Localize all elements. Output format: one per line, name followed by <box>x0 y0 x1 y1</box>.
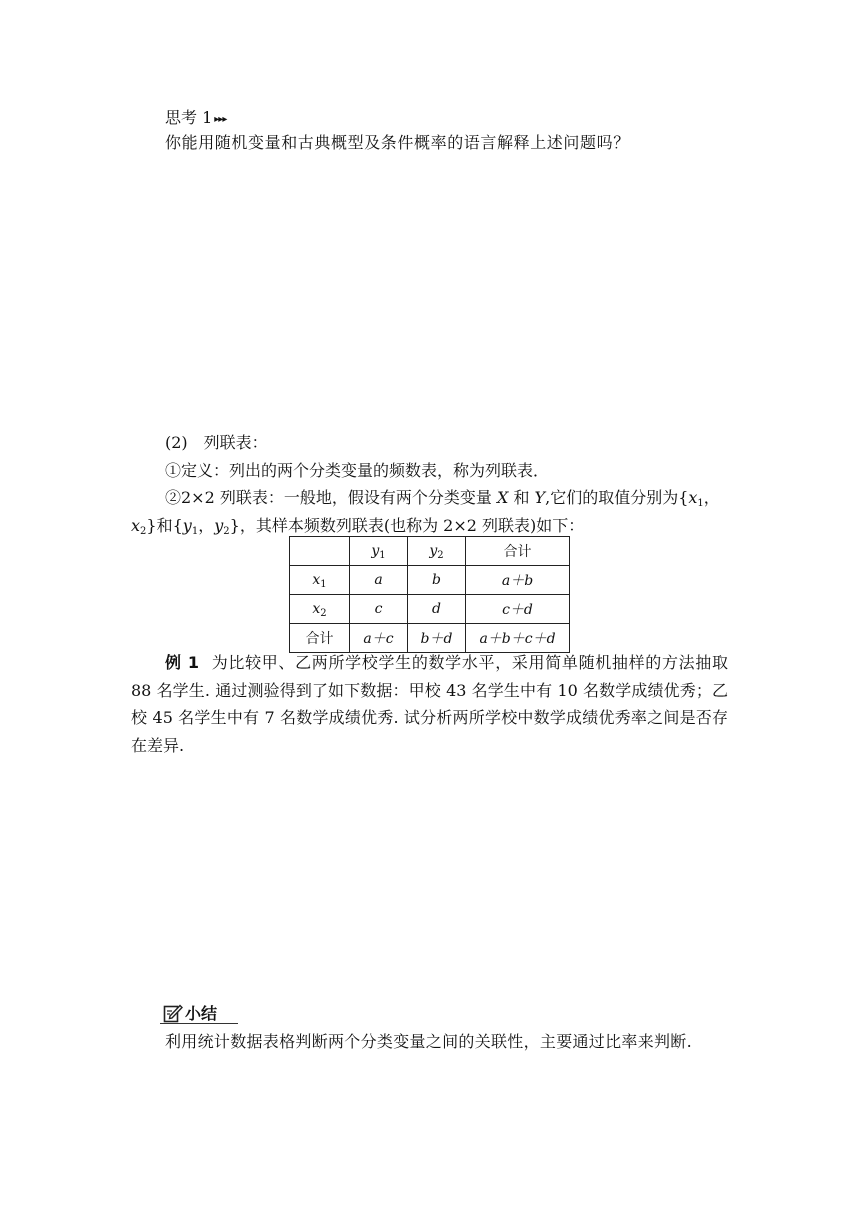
table-cell: c＋d <box>466 595 570 624</box>
table-cell: a＋b＋c＋d <box>466 624 570 653</box>
two-by-two-line-2: $x_2$}和{$y_1$，$y_2$}，其样本频数列联表(也称为 2×2 列联表)如下： <box>131 516 585 537</box>
triangle-arrows-icon: ▸▸▸ <box>214 114 227 125</box>
table-cell: $y_1$ <box>350 537 408 566</box>
table-cell: d <box>408 595 466 624</box>
table-cell <box>290 537 350 566</box>
pen-icon <box>163 1003 183 1023</box>
section-heading: (2) 列联表： <box>165 433 268 452</box>
table-cell: b <box>408 566 466 595</box>
table-cell: 合计 <box>290 624 350 653</box>
think-heading <box>165 107 226 131</box>
table-cell: 合计 <box>466 537 570 566</box>
two-by-two-line-1: ②2×2 列联表：一般地，假设有两个分类变量 X 和 Y,它们的取值分别为{$x_1$， <box>165 488 720 509</box>
table-cell: c <box>350 595 408 624</box>
example-label: 例 1 <box>165 653 200 672</box>
table-header-row <box>290 537 570 566</box>
table-cell: a <box>350 566 408 595</box>
table-cell: $x_1$ <box>290 566 350 595</box>
table-row <box>290 595 570 624</box>
example-1 <box>131 649 728 759</box>
table-row <box>290 566 570 595</box>
definition-text: ①定义：列出的两个分类变量的频数表，称为列联表． <box>165 461 550 480</box>
summary-text: 利用统计数据表格判断两个分类变量之间的关联性，主要通过比率来判断. <box>165 1032 692 1051</box>
table-cell: a＋c <box>350 624 408 653</box>
summary-divider <box>160 1023 238 1024</box>
think-question: 你能用随机变量和古典概型及条件概率的语言解释上述问题吗？ <box>165 133 630 152</box>
table-cell: $x_2$ <box>290 595 350 624</box>
table-cell: $y_2$ <box>408 537 466 566</box>
contingency-table <box>289 536 570 653</box>
summary-heading <box>163 1001 217 1024</box>
summary-title: 小结 <box>185 1004 218 1023</box>
think-label: 思考 1 <box>165 108 213 127</box>
table-cell: a＋b <box>466 566 570 595</box>
table-cell: b＋d <box>408 624 466 653</box>
example-text: 为比较甲、乙两所学校学生的数学水平，采用简单随机抽样的方法抽取 88 名学生. 通过测验得到了如下数据：甲校 43 名学生中有 10 名数学成绩优秀；乙校 45 名学生中有 7 名数学成绩优秀. 试分析两所学校中数学成绩优秀率之间是否存在差异. <box>131 653 728 755</box>
